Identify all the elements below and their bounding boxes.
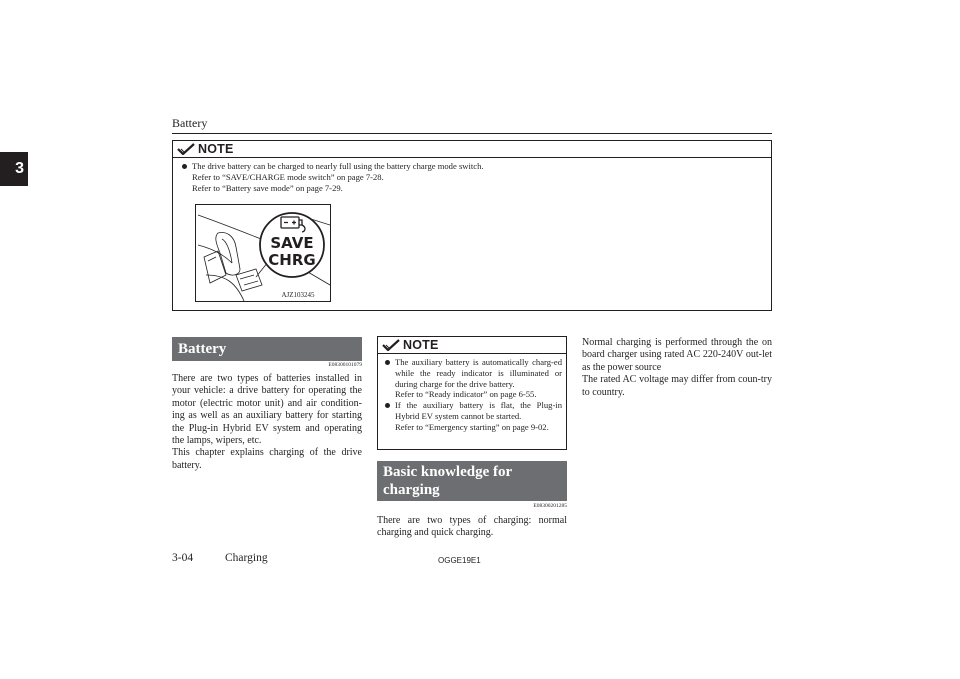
chapter-tab: 3 — [0, 152, 28, 186]
note-content — [385, 357, 562, 433]
note-label: NOTE — [198, 142, 234, 156]
note-item — [385, 400, 562, 432]
note-item — [385, 357, 562, 400]
note-content — [182, 161, 762, 193]
page-number: 3-04 — [172, 552, 194, 564]
bullet-icon — [182, 164, 187, 169]
paragraph: There are two types of batteries installed in your vehicle: a drive battery for operating the motor (electric motor unit) and air condition-ing as well as an auxiliary battery for starting the Plug-in Hybrid EV system and operating the lamps, wipers, etc. — [172, 373, 362, 447]
bullet-icon — [385, 360, 390, 365]
charging-body: There are two types of charging: normal charging and quick charging. — [377, 515, 567, 539]
note-item-text: If the auxiliary battery is flat, the Plug-in Hybrid EV system cannot be started. — [395, 400, 562, 421]
note-item-text: The auxiliary battery is automatically charg-ed while the ready indicator is illuminated or during charge for the drive battery. — [395, 357, 562, 389]
paragraph: This chapter explains charging of the drive battery. — [172, 447, 362, 471]
section-title-line: Basic knowledge for — [383, 464, 513, 480]
checkmark-icon — [382, 339, 400, 351]
right-column-body — [582, 337, 772, 399]
switch-label-save: SAVE — [270, 234, 314, 252]
note-header — [382, 338, 439, 352]
checkmark-icon — [177, 143, 195, 155]
note-ref: Refer to “Ready indicator” on page 6-55. — [395, 389, 537, 400]
document-code: OGGE19E1 — [438, 556, 481, 565]
section-title-line: charging — [383, 482, 440, 498]
running-header: Battery — [172, 116, 208, 130]
note-ref: Refer to “SAVE/CHARGE mode switch” on page 7-28. — [192, 171, 384, 182]
switch-figure — [195, 204, 331, 302]
note-item-text: The drive battery can be charged to nearly full using the battery charge mode switch. — [192, 161, 484, 171]
note-header — [177, 142, 234, 156]
section-title-battery: Battery — [172, 337, 362, 361]
note-header-rule — [173, 157, 771, 158]
note-item — [182, 161, 762, 193]
charge-mode-switch-illustration — [196, 205, 330, 301]
note-box-top — [172, 140, 772, 311]
paragraph: Normal charging is performed through the on board charger using rated AC 220-240V out-let as the power source — [582, 337, 772, 373]
section-code: E08300201285 — [533, 503, 567, 509]
paragraph: The rated AC voltage may differ from coun-try to country. — [582, 374, 772, 398]
note-label: NOTE — [403, 338, 439, 352]
header-rule — [172, 133, 772, 134]
figure-id: AJZ103245 — [281, 291, 315, 299]
note-ref: Refer to “Emergency starting” on page 9-02. — [395, 421, 549, 432]
note-ref: Refer to “Battery save mode” on page 7-29. — [192, 182, 343, 193]
section-code: E08300101079 — [328, 362, 362, 368]
bullet-icon — [385, 403, 390, 408]
battery-body — [172, 373, 362, 472]
switch-label-chrg: CHRG — [268, 251, 316, 269]
section-title-charging — [377, 461, 567, 501]
note-box-middle — [377, 336, 567, 450]
footer-chapter: Charging — [225, 552, 268, 564]
note-header-rule — [378, 353, 566, 354]
